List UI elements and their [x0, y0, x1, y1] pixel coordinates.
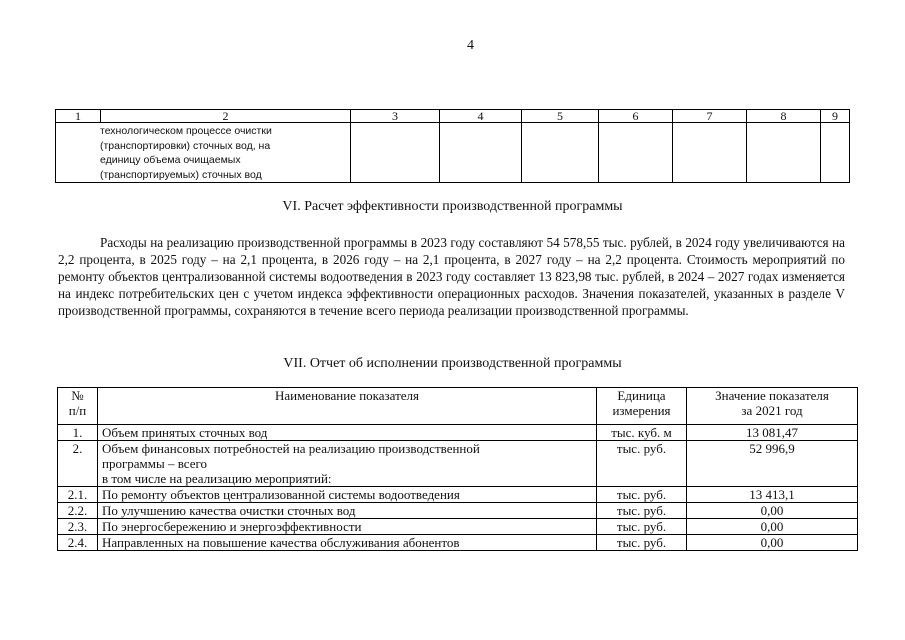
section-6-paragraph	[58, 234, 845, 319]
header-cell: 6	[599, 110, 673, 123]
header-cell: 7	[673, 110, 747, 123]
table-row	[58, 487, 858, 503]
row-unit: тыс. куб. м	[597, 425, 687, 441]
row-number: 1.	[58, 425, 98, 441]
header-cell: 3	[351, 110, 440, 123]
header-cell: 5	[522, 110, 599, 123]
table-row	[58, 441, 858, 487]
header-cell: 2	[101, 110, 351, 123]
table-row	[56, 123, 850, 183]
header-cell: 9	[821, 110, 850, 123]
continued-table	[55, 109, 850, 183]
row-value: 0,00	[687, 535, 858, 551]
empty-cell	[351, 123, 440, 183]
table-header-row	[56, 110, 850, 123]
page-number: 4	[467, 38, 474, 53]
header-cell: 4	[440, 110, 522, 123]
header-line: Наименование показателя	[274, 388, 420, 403]
col-header-number	[58, 388, 98, 425]
row-unit: тыс. руб.	[597, 441, 687, 487]
table-header-row	[58, 388, 858, 425]
name-line: Объем финансовых потребностей на реализацию производственной	[102, 441, 480, 456]
header-line: Значение показателя	[715, 388, 829, 403]
header-line: измерения	[612, 403, 671, 418]
table-row	[58, 425, 858, 441]
empty-cell	[821, 123, 850, 183]
name-line: в том числе на реализацию мероприятий:	[102, 471, 332, 486]
text-line: (транспортировки) сточных вод, на	[100, 139, 271, 152]
header-line: за 2021 год	[741, 403, 803, 418]
row-unit: тыс. руб.	[597, 487, 687, 503]
text-line: (транспортируемых) сточных вод	[100, 168, 262, 181]
row-number: 2.3.	[58, 519, 98, 535]
col-header-name	[98, 388, 597, 425]
row-name: Объем принятых сточных вод	[98, 425, 597, 441]
table-row	[58, 535, 858, 551]
header-line: №	[71, 388, 84, 403]
row-number: 2.1.	[58, 487, 98, 503]
header-cell: 1	[56, 110, 101, 123]
empty-cell	[673, 123, 747, 183]
indicator-cell	[56, 123, 351, 183]
row-unit: тыс. руб.	[597, 503, 687, 519]
row-name: Направленных на повышение качества обслуживания абонентов	[98, 535, 597, 551]
text-line: единицу объема очищаемых	[100, 154, 241, 166]
row-number: 2.	[58, 441, 98, 487]
header-line: Единица	[617, 388, 666, 403]
header-cell: 8	[747, 110, 821, 123]
table-row	[58, 503, 858, 519]
section-7-heading: VII. Отчет об исполнении производственной программы	[283, 356, 622, 371]
text-line: технологическом процессе очистки	[100, 125, 272, 137]
row-value: 13 081,47	[687, 425, 858, 441]
header-line: п/п	[68, 403, 87, 418]
row-unit: тыс. руб.	[597, 519, 687, 535]
col-header-value	[687, 388, 858, 425]
row-value: 0,00	[687, 519, 858, 535]
row-name: По ремонту объектов централизованной системы водоотведения	[98, 487, 597, 503]
name-line: программы – всего	[102, 456, 208, 471]
row-name: По улучшению качества очистки сточных вод	[98, 503, 597, 519]
row-number: 2.2.	[58, 503, 98, 519]
row-number: 2.4.	[58, 535, 98, 551]
row-value: 13 413,1	[687, 487, 858, 503]
paragraph-text: Расходы на реализацию производственной программы в 2023 году составляют 54 578,55 тыс. рублей, в 2024 году увеличиваются на 2,2 процента, в 2025 году – на 2,1 процента, в 2026 году – на 2,1 процента, в 2027 году – на 2,2 процента. Стоимость мероприятий по ремонту объектов централизованной системы водоотведения в 2023 году составляет 13 823,98 тыс. рублей, в 2024 – 2027 годах изменяется на индекс потребительских цен с учетом индекса эффективности операционных расходов. Значения показателей, указанных в разделе V производственной программы, сохраняются в течение всего периода реализации производственной программы.	[58, 235, 845, 318]
report-table	[57, 387, 858, 551]
row-value: 0,00	[687, 503, 858, 519]
row-name	[98, 441, 597, 487]
empty-cell	[440, 123, 522, 183]
row-value: 52 996,9	[687, 441, 858, 487]
table-row	[58, 519, 858, 535]
empty-cell	[522, 123, 599, 183]
section-6-heading: VI. Расчет эффективности производственной программы	[282, 199, 623, 214]
empty-cell	[599, 123, 673, 183]
col-header-unit	[597, 388, 687, 425]
row-unit: тыс. руб.	[597, 535, 687, 551]
empty-cell	[747, 123, 821, 183]
row-name: По энергосбережению и энергоэффективности	[98, 519, 597, 535]
